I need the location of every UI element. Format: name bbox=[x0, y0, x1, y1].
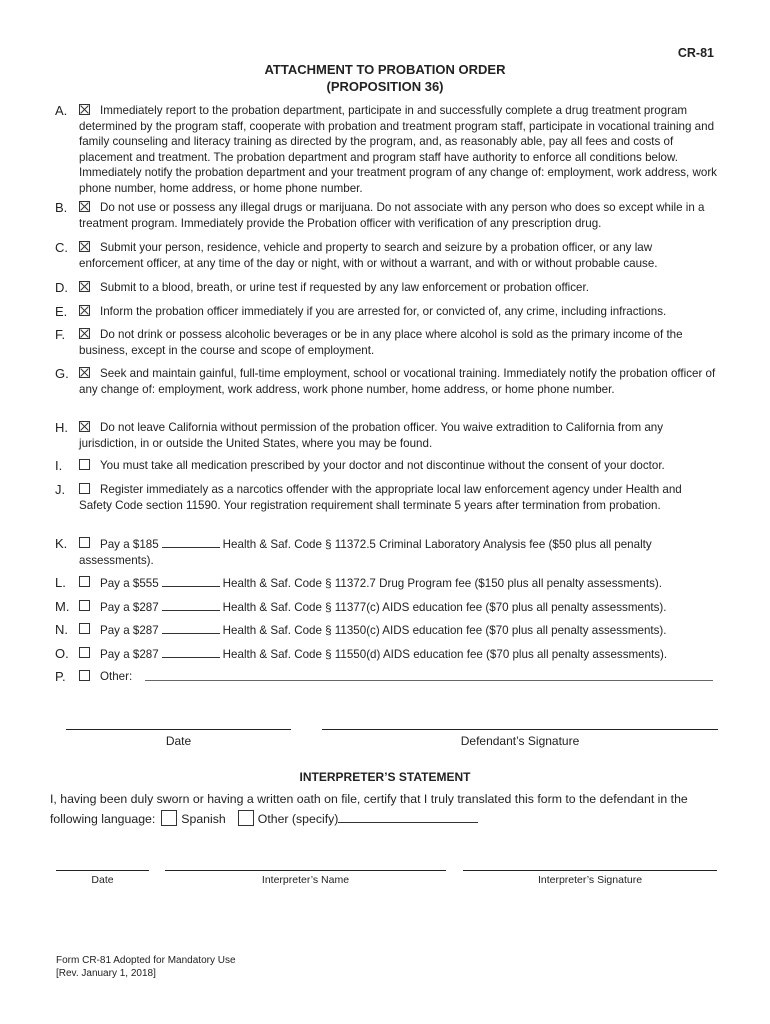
condition-letter: J. bbox=[55, 482, 66, 497]
fee-description: Health & Saf. Code § 11350(c) AIDS education fee ($70 plus all penalty assessments). bbox=[222, 624, 667, 637]
condition-a-checkbox[interactable] bbox=[79, 104, 90, 115]
condition-letter: H. bbox=[55, 420, 68, 435]
fee-o bbox=[55, 646, 717, 663]
fee-blank[interactable] bbox=[162, 622, 220, 634]
fee-description: Health & Saf. Code § 11550(d) AIDS education fee ($70 plus all penalty assessments). bbox=[222, 648, 668, 661]
condition-j bbox=[55, 482, 717, 513]
spanish-label: Spanish bbox=[181, 812, 226, 826]
interpreter-signature-line[interactable] bbox=[463, 870, 717, 871]
fee-letter: L. bbox=[55, 575, 66, 590]
condition-c-checkbox[interactable] bbox=[79, 241, 90, 252]
condition-j-checkbox[interactable] bbox=[79, 483, 90, 494]
date-line[interactable] bbox=[66, 729, 291, 730]
condition-text: Submit to a blood, breath, or urine test if requested by any law enforcement or probation officer. bbox=[100, 281, 589, 294]
fee-blank[interactable] bbox=[162, 599, 220, 611]
fee-amount: Pay a $555 bbox=[100, 577, 159, 590]
other-checkbox[interactable] bbox=[79, 670, 90, 681]
defendant-signature-label: Defendant’s Signature bbox=[460, 734, 580, 748]
condition-f bbox=[55, 327, 717, 358]
condition-letter: B. bbox=[55, 200, 68, 215]
condition-text: You must take all medication prescribed by your doctor and not discontinue without the consent of your doctor. bbox=[100, 459, 665, 472]
interpreter-signature-label: Interpreter’s Signature bbox=[537, 874, 643, 886]
condition-h-checkbox[interactable] bbox=[79, 421, 90, 432]
condition-d bbox=[55, 280, 717, 296]
interpreter-name-label: Interpreter’s Name bbox=[261, 874, 350, 886]
fee-n-checkbox[interactable] bbox=[79, 623, 90, 634]
condition-letter: A. bbox=[55, 103, 68, 118]
condition-text: Inform the probation officer immediately if you are arrested for, or convicted of, any crime, including infractions. bbox=[100, 305, 667, 318]
condition-text: Seek and maintain gainful, full-time employment, school or vocational training. Immediately notify the probation officer of any change of: employment, work address, work phone number, home address, or home phone number. bbox=[79, 367, 716, 396]
interpreter-language-row bbox=[50, 809, 730, 830]
interpreter-name-line[interactable] bbox=[165, 870, 446, 871]
condition-d-checkbox[interactable] bbox=[79, 281, 90, 292]
fee-letter: N. bbox=[55, 622, 68, 637]
form-footer bbox=[56, 954, 236, 980]
fee-amount: Pay a $287 bbox=[100, 601, 159, 614]
other-language-label: Other (specify) bbox=[257, 812, 339, 826]
fee-description-cont: assessments). bbox=[79, 553, 154, 567]
interpreter-statement: I, having been duly sworn or having a written oath on file, certify that I truly translated this form to the defendant in the bbox=[50, 792, 688, 806]
fee-o-checkbox[interactable] bbox=[79, 647, 90, 658]
fee-l-checkbox[interactable] bbox=[79, 576, 90, 587]
fee-description: Health & Saf. Code § 11372.7 Drug Program fee ($150 plus all penalty assessments). bbox=[222, 577, 662, 590]
condition-i-checkbox[interactable] bbox=[79, 459, 90, 470]
condition-b-checkbox[interactable] bbox=[79, 201, 90, 212]
footer-revision: [Rev. January 1, 2018] bbox=[56, 968, 156, 979]
fee-letter: M. bbox=[55, 599, 70, 614]
form-subtitle: (PROPOSITION 36) bbox=[326, 79, 444, 94]
condition-text: Do not leave California without permission of the probation officer. You waive extradition to California from any jurisdiction, in or outside the United States, where you may be found. bbox=[79, 421, 664, 450]
fee-blank[interactable] bbox=[162, 646, 220, 658]
condition-g bbox=[55, 366, 717, 397]
interpreter-date-label: Date bbox=[91, 874, 114, 886]
defendant-signature-line[interactable] bbox=[322, 729, 718, 730]
condition-text: Register immediately as a narcotics offender with the appropriate local law enforcement agency under Health and Safety Code section 11590. Your registration requirement shall terminate 5 years after termination from probation. bbox=[79, 483, 682, 512]
footer-adoption: Form CR-81 Adopted for Mandatory Use bbox=[56, 955, 236, 966]
other-letter: P. bbox=[55, 669, 66, 684]
fee-amount: Pay a $287 bbox=[100, 624, 159, 637]
condition-a bbox=[55, 103, 717, 196]
condition-letter: I. bbox=[55, 458, 63, 473]
condition-g-checkbox[interactable] bbox=[79, 367, 90, 378]
condition-text: Submit your person, residence, vehicle and property to search and seizure by a probation officer, or any law enforcement officer, at any time of the day or night, with or without a warrant, and with or without probable cause. bbox=[79, 241, 658, 270]
form-title: ATTACHMENT TO PROBATION ORDER bbox=[264, 62, 506, 77]
interpreter-date-line[interactable] bbox=[56, 870, 149, 871]
condition-e bbox=[55, 304, 717, 320]
condition-e-checkbox[interactable] bbox=[79, 305, 90, 316]
condition-text: Do not use or possess any illegal drugs or marijuana. Do not associate with any person who does so except while in a treatment program. Immediately provide the Probation officer with verification of any prescription drug. bbox=[79, 201, 705, 230]
date-label: Date bbox=[165, 734, 192, 748]
fee-k bbox=[55, 536, 717, 568]
condition-h bbox=[55, 420, 717, 451]
fee-m-checkbox[interactable] bbox=[79, 600, 90, 611]
fee-description: Health & Saf. Code § 11377(c) AIDS education fee ($70 plus all penalty assessments). bbox=[222, 601, 667, 614]
fee-description: Health & Saf. Code § 11372.5 Criminal Laboratory Analysis fee ($50 plus all penalty bbox=[222, 538, 652, 551]
spanish-checkbox[interactable] bbox=[161, 810, 177, 826]
interpreter-title: INTERPRETER’S STATEMENT bbox=[299, 770, 471, 784]
other-language-checkbox[interactable] bbox=[238, 810, 254, 826]
form-code: CR-81 bbox=[677, 46, 714, 60]
fee-blank[interactable] bbox=[162, 536, 220, 548]
fee-letter: K. bbox=[55, 536, 68, 551]
condition-c bbox=[55, 240, 717, 271]
condition-b bbox=[55, 200, 717, 231]
fee-blank[interactable] bbox=[162, 575, 220, 587]
condition-letter: E. bbox=[55, 304, 68, 319]
condition-letter: F. bbox=[55, 327, 66, 342]
other-condition bbox=[55, 669, 717, 685]
condition-letter: C. bbox=[55, 240, 68, 255]
other-label: Other: bbox=[100, 670, 133, 683]
fee-amount: Pay a $287 bbox=[100, 648, 159, 661]
other-language-input[interactable] bbox=[338, 810, 478, 823]
fee-m bbox=[55, 599, 717, 616]
fee-amount: Pay a $185 bbox=[100, 538, 159, 551]
fee-l bbox=[55, 575, 717, 592]
condition-f-checkbox[interactable] bbox=[79, 328, 90, 339]
language-prefix: following language: bbox=[50, 812, 156, 826]
fee-letter: O. bbox=[55, 646, 69, 661]
condition-i bbox=[55, 458, 717, 474]
condition-text: Do not drink or possess alcoholic beverages or be in any place where alcohol is sold as the primary income of the business, except in the course and scope of employment. bbox=[79, 328, 683, 357]
fee-n bbox=[55, 622, 717, 639]
condition-text: Immediately report to the probation department, participate in and successfully complete a drug treatment program determined by the program staff, cooperate with probation and treatment program staff, participate in vocational training and family counseling and literacy training as directed by the program, and, as reasonably able, pay all fees and costs of placement and treatment. The probation department and program staff have authority to enforce all conditions below. Immediately notify the probation department and your treatment program of any change of: employment, work address, work phone number, home address, or home phone number. bbox=[79, 104, 717, 195]
condition-letter: D. bbox=[55, 280, 68, 295]
fee-k-checkbox[interactable] bbox=[79, 537, 90, 548]
condition-letter: G. bbox=[55, 366, 69, 381]
other-input-line[interactable] bbox=[145, 680, 713, 681]
